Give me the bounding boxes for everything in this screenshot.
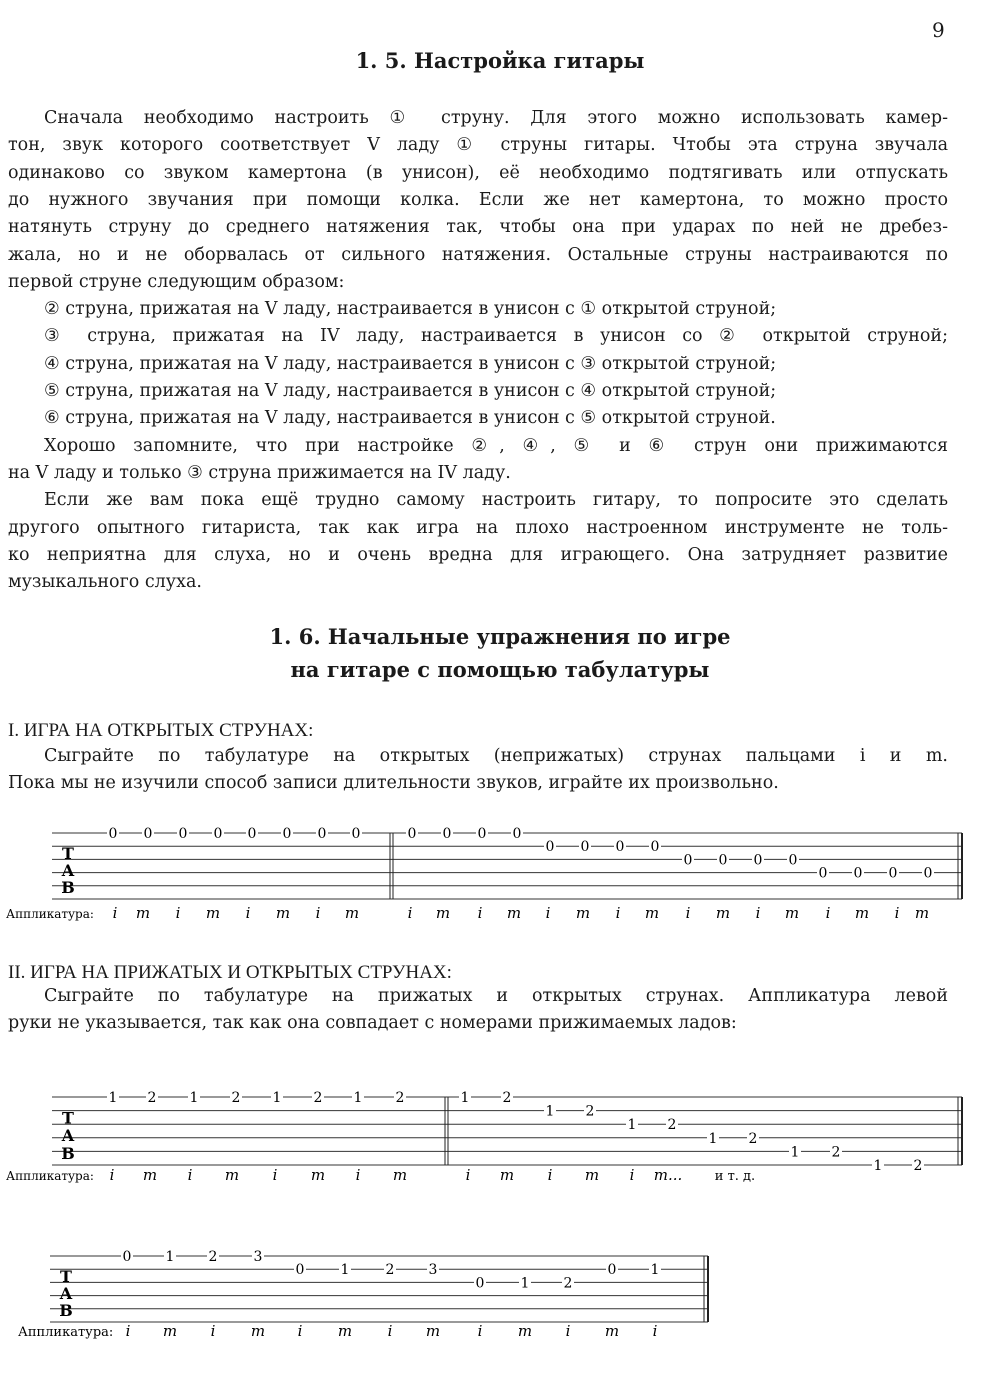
section-title-exercises-2: на гитаре с помощью табулатуры <box>290 657 710 682</box>
tab-note: 0 <box>545 839 555 856</box>
fingering-mark: i <box>894 904 900 922</box>
tab-note: 0 <box>718 852 728 869</box>
fingering-mark: i <box>125 1322 131 1340</box>
tab-note: 0 <box>143 826 153 842</box>
tablature-1 <box>0 820 1000 930</box>
fingering-mark: i <box>615 904 621 922</box>
fingering-mark: i <box>272 1166 278 1184</box>
fingering-mark: m <box>604 1322 620 1340</box>
tab-note: 0 <box>607 1262 617 1279</box>
tab-note: 2 <box>147 1090 157 1106</box>
fingering-mark: m <box>275 904 291 922</box>
tab-note: 1 <box>708 1130 718 1147</box>
tab-note: 0 <box>351 826 361 842</box>
fingering-mark: i <box>465 1166 471 1184</box>
tab-note: 0 <box>407 826 417 842</box>
tab-note: 1 <box>460 1090 470 1106</box>
text-line: ⑥ струна, прижатая на V ладу, настраивается в унисон с ⑤ открытой струной. <box>44 408 776 429</box>
fingering-mark: m <box>435 904 451 922</box>
text-line: ⑤ струна, прижатая на V ладу, настраивается в унисон с ④ открытой струной; <box>44 381 777 401</box>
fingering-mark: m <box>310 1166 326 1184</box>
tab-clef-letter: B <box>61 1143 75 1163</box>
fingering-mark: m <box>337 1322 353 1340</box>
tab-note: 3 <box>428 1262 438 1279</box>
tab-note: 1 <box>272 1090 282 1106</box>
text-line: другого опытного гитариста, так как игра на плохо настроенном инструменте не толь- <box>8 517 948 538</box>
fingering-mark: i <box>297 1322 303 1340</box>
tab-note: 2 <box>395 1090 405 1106</box>
tab-note: 0 <box>247 826 257 842</box>
text-line: Если же вам пока ещё трудно самому настроить гитару, то попросите это сделать <box>44 490 948 511</box>
text-line: музыкального слуха. <box>8 572 202 593</box>
fingering-mark: m <box>135 904 151 922</box>
tab-note: 2 <box>585 1103 595 1120</box>
tab-note: 1 <box>545 1103 555 1120</box>
fingering-mark: i <box>387 1322 393 1340</box>
tab-note: 1 <box>353 1090 363 1106</box>
tab-note: 0 <box>282 826 292 842</box>
tab-note: 0 <box>178 826 188 842</box>
tab-clef-letter: T <box>62 1108 74 1128</box>
tab-note: 0 <box>512 826 522 842</box>
tab-note: 0 <box>317 826 327 842</box>
fingering-mark: m <box>584 1166 600 1184</box>
fingering-mark: i <box>629 1166 635 1184</box>
tab-note: 0 <box>923 865 933 882</box>
fingering-mark: m <box>506 904 522 922</box>
tablature-2 <box>0 1082 1000 1192</box>
tab-note: 2 <box>913 1158 923 1174</box>
tab-note: 3 <box>253 1249 263 1265</box>
tab-note: 0 <box>788 852 798 869</box>
text-line: ④ струна, прижатая на V ладу, настраивается в унисон с ③ открытой струной; <box>44 353 777 374</box>
tab-note: 2 <box>831 1144 841 1161</box>
text-line: до нужного звучания при помощи колка. Если же нет камертона, то можно просто <box>8 189 948 210</box>
tab-note: 2 <box>563 1275 573 1292</box>
fingering-mark: i <box>407 904 413 922</box>
tab-note: 0 <box>475 1275 485 1292</box>
tab-note: 1 <box>108 1090 118 1106</box>
fingering-mark: i <box>315 904 321 922</box>
tab-note: 0 <box>888 865 898 882</box>
fingering-mark: m <box>784 904 800 922</box>
tab-note: 1 <box>165 1249 175 1265</box>
text-line: на V ладу и только ③ струна прижимается на IV ладу. <box>8 462 511 483</box>
tab-note: 0 <box>615 839 625 856</box>
fingering-mark: i <box>210 1322 216 1340</box>
tab-note: 1 <box>627 1117 637 1134</box>
fingering-mark: i <box>755 904 761 922</box>
part2-heading: II. ИГРА НА ПРИЖАТЫХ И ОТКРЫТЫХ СТРУНАХ: <box>8 962 452 983</box>
tab-clef-letter: T <box>62 843 74 863</box>
tab-note: 0 <box>213 826 223 842</box>
fingering-mark: m <box>499 1166 515 1184</box>
text-line: Хорошо запомните, что при настройке ②, ④, ⑤ и ⑥ струн они прижимаются <box>44 435 948 456</box>
fingering-mark: i <box>109 1166 115 1184</box>
fingering-mark: i <box>545 904 551 922</box>
fingering-mark: i <box>112 904 118 922</box>
text-line: Сыграйте по табулатуре на открытых (неприжатых) струнах пальцами i и m. <box>44 746 948 766</box>
tab-note: 2 <box>502 1090 512 1106</box>
fingering-mark: m <box>142 1166 158 1184</box>
fingering-mark: m <box>715 904 731 922</box>
fingering-mark: i <box>355 1166 361 1184</box>
tab-note: 0 <box>753 852 763 869</box>
fingering-mark: i <box>565 1322 571 1340</box>
fingering-mark: m <box>914 904 930 922</box>
text-line: Сначала необходимо настроить ① струну. Для этого можно использовать камер- <box>44 108 948 128</box>
fingering-mark: m <box>517 1322 533 1340</box>
tab-note: 2 <box>667 1117 677 1134</box>
section-title-exercises-1: 1. 6. Начальные упражнения по игре <box>269 624 731 649</box>
fingering-mark: m <box>854 904 870 922</box>
tab-note: 1 <box>650 1262 660 1279</box>
text-line: Пока мы не изучили способ записи длительности звуков, играйте их произвольно. <box>8 773 779 793</box>
text-line: жала, но и не оборвалась от сильного натяжения. Остальные струны настраиваются по <box>8 244 948 265</box>
tab-note: 0 <box>818 865 828 882</box>
fingering-mark: i <box>477 904 483 922</box>
fingering-label: Аппликатура: <box>6 907 94 921</box>
fingering-label: Аппликатура: <box>18 1325 114 1340</box>
tab-clef-letter: A <box>59 1283 73 1303</box>
part1-heading: I. ИГРА НА ОТКРЫТЫХ СТРУНАХ: <box>8 720 314 741</box>
fingering-mark: m <box>224 1166 240 1184</box>
text-line: ко неприятна для слуха, но и очень вредна для играющего. Она затрудняет развитие <box>8 544 948 565</box>
fingering-mark: i <box>652 1322 658 1340</box>
tab-note: 0 <box>295 1262 305 1279</box>
tab-note: 1 <box>873 1158 883 1174</box>
text-line: первой струне следующим образом: <box>8 271 345 292</box>
fingering-mark: m <box>162 1322 178 1340</box>
tab-note: 0 <box>442 826 452 842</box>
tab-note: 0 <box>108 826 118 842</box>
tab-note: 0 <box>683 852 693 869</box>
fingering-label: Аппликатура: <box>6 1169 94 1183</box>
fingering-mark: i <box>685 904 691 922</box>
fingering-mark: i <box>825 904 831 922</box>
tab-note: 0 <box>580 839 590 856</box>
tab-note: 0 <box>477 826 487 842</box>
tab-note: 1 <box>189 1090 199 1106</box>
tab-clef-letter: T <box>60 1266 72 1286</box>
fingering-mark: m... <box>653 1166 683 1184</box>
tab-note: 2 <box>208 1249 218 1265</box>
tab-note: 2 <box>231 1090 241 1106</box>
fingering-mark: m <box>205 904 221 922</box>
tab-note: 2 <box>748 1130 758 1147</box>
tab-note: 1 <box>790 1144 800 1161</box>
tab-note: 0 <box>650 839 660 856</box>
section-title-tuning: 1. 5. Настройка гитары <box>355 48 645 73</box>
tab-note: 0 <box>853 865 863 882</box>
tab-note: 2 <box>385 1262 395 1279</box>
fingering-mark: m <box>575 904 591 922</box>
fingering-mark: i <box>175 904 181 922</box>
tab-clef-letter: A <box>61 1126 75 1146</box>
fingering-mark: m <box>425 1322 441 1340</box>
tab-note: 1 <box>520 1275 530 1292</box>
fingering-mark: m <box>392 1166 408 1184</box>
text-line: натянуть струну до среднего натяжения так, чтобы она при ударах по ней не дребез- <box>8 217 948 238</box>
fingering-mark: m <box>250 1322 266 1340</box>
text-line: руки не указывается, так как она совпадает с номерами прижимаемых ладов: <box>8 1013 737 1033</box>
text-line: Сыграйте по табулатуре на прижатых и открытых струнах. Аппликатура левой <box>44 986 948 1006</box>
tab-note: 1 <box>340 1262 350 1279</box>
fingering-mark: m <box>644 904 660 922</box>
fingering-mark: i <box>547 1166 553 1184</box>
tablature-3 <box>0 1242 1000 1352</box>
tab-note: 0 <box>122 1249 132 1265</box>
tab-clef-letter: B <box>59 1301 73 1321</box>
tab-clef-letter: B <box>61 878 75 898</box>
fingering-mark: i <box>245 904 251 922</box>
text-line: ② струна, прижатая на V ладу, настраивается в унисон с ① открытой струной; <box>44 299 777 320</box>
fingering-mark: m <box>344 904 360 922</box>
page-number: 9 <box>932 18 945 42</box>
fingering-mark: i <box>477 1322 483 1340</box>
fingering-mark: i <box>187 1166 193 1184</box>
tab-note: 2 <box>313 1090 323 1106</box>
text-line: ③ струна, прижатая на IV ладу, настраивается в унисон со ② открытой струной; <box>44 326 948 347</box>
etc-text: и т. д. <box>714 1169 756 1184</box>
tab-clef-letter: A <box>61 860 75 880</box>
text-line: одинаково со звуком камертона (в унисон), её необходимо подтягивать или отпускать <box>8 162 948 183</box>
text-line: тон, звук которого соответствует V ладу ① струны гитары. Чтобы эта струна звучала <box>8 135 948 156</box>
